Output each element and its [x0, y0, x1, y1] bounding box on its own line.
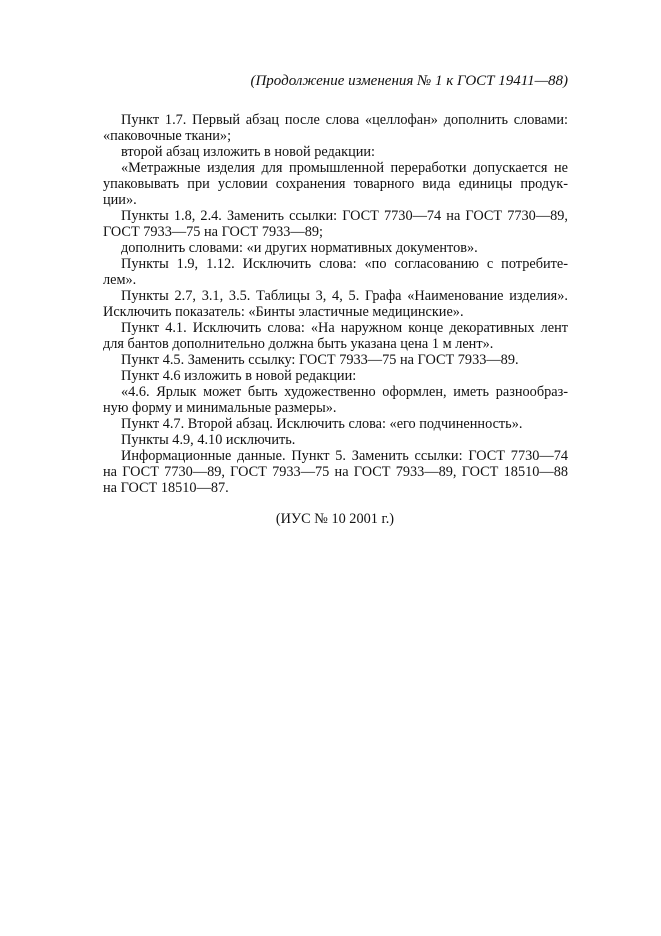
publication-reference: (ИУС № 10 2001 г.) — [275, 511, 395, 527]
text-line: «Метражные изделия для промышленной переработки допускается не — [121, 160, 568, 176]
text-line: Пункт 4.5. Заменить ссылку: ГОСТ 7933—75 на ГОСТ 7933—89. — [121, 352, 519, 368]
text-line: Пункт 4.1. Исключить слова: «На наружном конце декоративных лент — [121, 320, 568, 336]
page-header: (Продолжение изменения № 1 к ГОСТ 19411—88) — [250, 73, 568, 89]
text-line: Информационные данные. Пункт 5. Заменить ссылки: ГОСТ 7730—74 — [121, 448, 568, 464]
text-line: Пункт 4.7. Второй абзац. Исключить слова: «его подчиненность». — [121, 416, 523, 432]
text-line: ГОСТ 7933—75 на ГОСТ 7933—89; — [103, 224, 323, 240]
text-line: упаковывать при условии сохранения товарного вида единицы продук- — [103, 176, 568, 192]
text-line: ции». — [103, 192, 137, 208]
text-line: Пункт 4.6 изложить в новой редакции: — [121, 368, 357, 384]
text-line: Пункты 1.8, 2.4. Заменить ссылки: ГОСТ 7730—74 на ГОСТ 7730—89, — [121, 208, 568, 224]
text-line: «4.6. Ярлык может быть художественно оформлен, иметь разнообраз- — [121, 384, 568, 400]
text-line: Исключить показатель: «Бинты эластичные медицинские». — [103, 304, 464, 320]
document-body — [103, 112, 568, 496]
text-line: ную форму и минимальные размеры». — [103, 400, 337, 416]
text-line: на ГОСТ 18510—87. — [103, 480, 229, 496]
text-line: Пункт 1.7. Первый абзац после слова «целлофан» дополнить словами: — [121, 112, 568, 128]
text-line: Пункты 2.7, 3.1, 3.5. Таблицы 3, 4, 5. Графа «Наименование изделия». — [121, 288, 568, 304]
text-line: на ГОСТ 7730—89, ГОСТ 7933—75 на ГОСТ 7933—89, ГОСТ 18510—88 — [103, 464, 568, 480]
text-line: Пункты 4.9, 4.10 исключить. — [121, 432, 296, 448]
text-line: для бантов дополнительно должна быть указана цена 1 м лент». — [103, 336, 494, 352]
text-line: лем». — [103, 272, 137, 288]
text-line: «паковочные ткани»; — [103, 128, 232, 144]
text-line: Пункты 1.9, 1.12. Исключить слова: «по согласованию с потребите- — [121, 256, 568, 272]
text-line: дополнить словами: «и других нормативных документов». — [121, 240, 478, 256]
text-line: второй абзац изложить в новой редакции: — [121, 144, 376, 160]
